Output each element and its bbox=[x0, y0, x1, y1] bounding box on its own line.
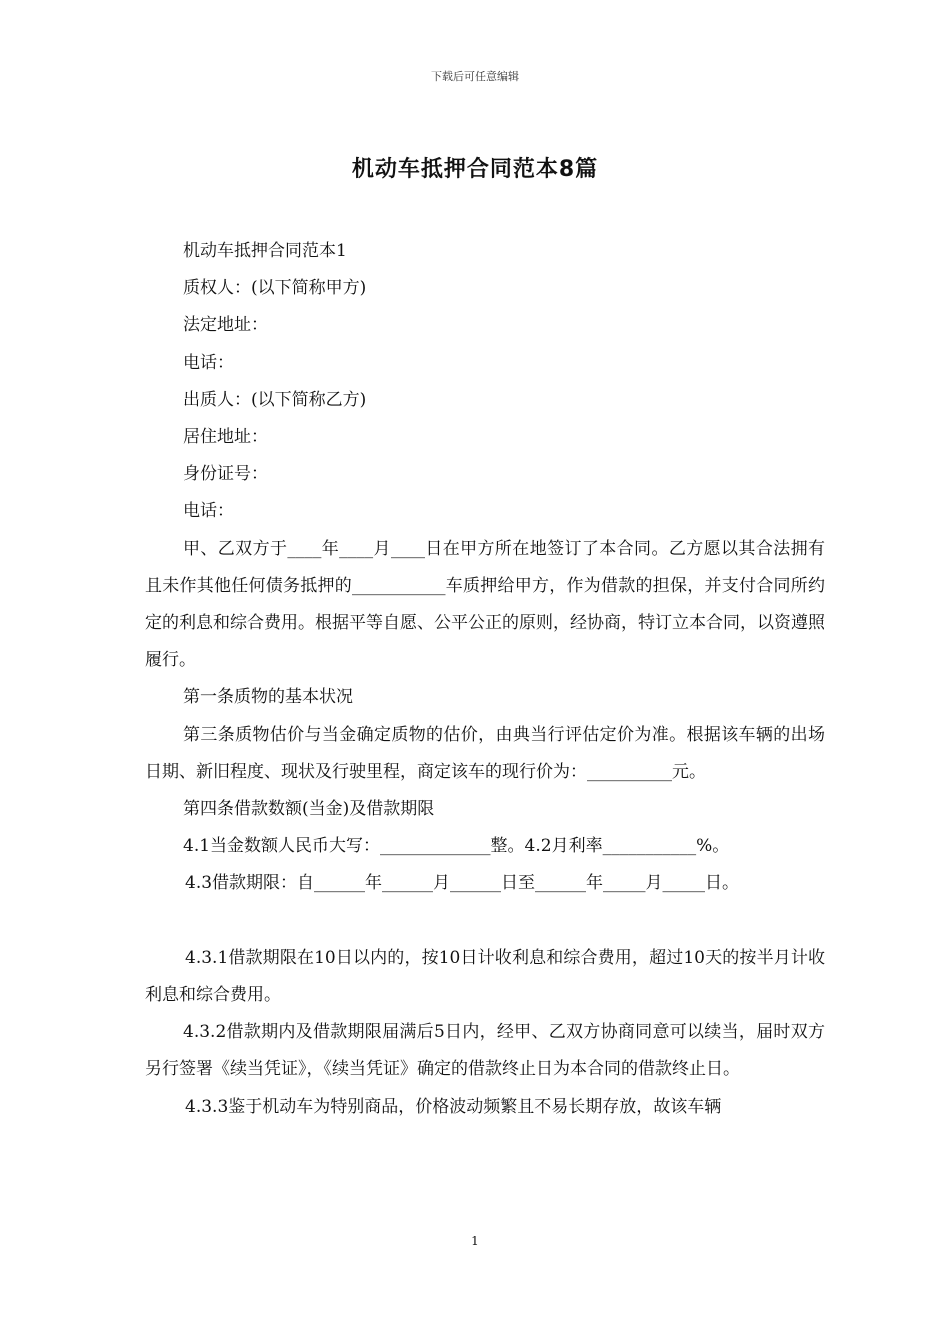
paragraph-clause-4-3-3: 4.3.3鉴于机动车为特别商品，价格波动频繁且不易长期存放，故该车辆 bbox=[185, 1096, 722, 1117]
page-number: 1 bbox=[471, 1234, 479, 1248]
clause-line: 4.1当金数额人民币大写：_____________整。4.2月利率___________%。 bbox=[183, 836, 730, 857]
legal-address-line: 法定地址： bbox=[183, 315, 268, 336]
pledgee-line: 质权人：(以下简称甲方) bbox=[183, 278, 367, 299]
paragraph-clause-4-3-1: 4.3.1借款期限在10日以内的，按10日计收利息和综合费用，超过10天的按半月计收利息和综合费用。 bbox=[145, 947, 825, 1006]
clause-heading: 第一条质物的基本状况 bbox=[183, 687, 353, 708]
residence-address-line: 居住地址： bbox=[183, 427, 268, 448]
paragraph-clause-4-3-2: 4.3.2借款期内及借款期限届满后5日内，经甲、乙双方协商同意可以续当，届时双方另行签署《续当凭证》，《续当凭证》确定的借款终止日为本合同的借款终止日。 bbox=[145, 1022, 825, 1080]
phone-line: 电话： bbox=[183, 352, 234, 373]
header-note: 下载后可任意编辑 bbox=[431, 70, 519, 83]
clause-line: 4.3借款期限：自______年______月______日至______年_____月_____日。 bbox=[185, 873, 740, 894]
paragraph-intro: 甲、乙双方于____年____月____日在甲方所在地签订了本合同。乙方愿以其合法拥有且未作其他任何债务抵押的___________车质押给甲方，作为借款的担保，并支付合同所约定的利息和综合费用。根据平等自愿、公平公正的原则，经协商，特订立本合同，以资遵照履行。 bbox=[145, 538, 825, 671]
blank-spacer bbox=[145, 903, 825, 940]
clause-heading: 第四条借款数额(当金)及借款期限 bbox=[183, 799, 435, 820]
id-number-line: 身份证号： bbox=[183, 464, 268, 485]
paragraph-clause-3: 第三条质物估价与当金确定质物的估价，由典当行评估定价为准。根据该车辆的出场日期、新旧程度、现状及行驶里程，商定该车的现行价为：__________元。 bbox=[145, 724, 825, 782]
document-title: 机动车抵押合同范本8篇 bbox=[351, 157, 599, 182]
section-heading: 机动车抵押合同范本1 bbox=[183, 241, 347, 261]
document-body bbox=[145, 233, 825, 1126]
phone-line: 电话： bbox=[183, 501, 234, 522]
pledgor-line: 出质人：(以下简称乙方) bbox=[183, 389, 367, 410]
